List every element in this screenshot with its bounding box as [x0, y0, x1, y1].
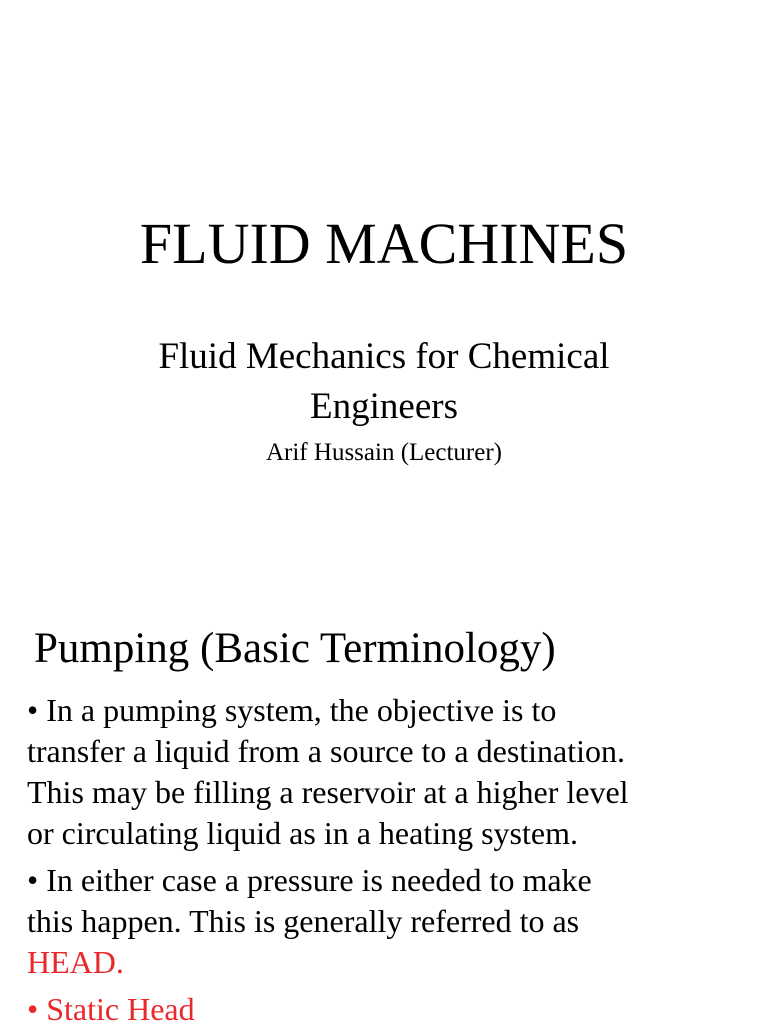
- bullet-item-objective: [27, 690, 757, 854]
- subtitle-line-1: Fluid Mechanics for Chemical: [158, 336, 610, 377]
- bullet-text-line-2: this happen. This is generally referred to as: [27, 903, 580, 939]
- bullet-text-line-1: In either case a pressure is needed to make: [38, 862, 592, 898]
- slide-heading: Pumping (Basic Terminology): [34, 625, 556, 672]
- author-name: Arif Hussain (Lecturer): [265, 439, 502, 466]
- bullet-item-pressure: [27, 860, 757, 983]
- bullet-icon: •: [27, 862, 39, 898]
- bullet-icon: •: [27, 991, 39, 1027]
- bullet-text: Static Head: [38, 991, 195, 1027]
- bullet-text-line-4: or circulating liquid as in a heating system.: [27, 815, 578, 851]
- bullet-text-line-3: This may be filling a reservoir at a higher level: [27, 774, 629, 810]
- head-term-highlight: HEAD.: [27, 944, 124, 980]
- bullet-list: [27, 690, 757, 1036]
- bullet-icon: •: [27, 692, 39, 728]
- content-slide: [0, 576, 768, 1027]
- bullet-text-line-2: transfer a liquid from a source to a destination.: [27, 733, 626, 769]
- slide-title: FLUID MACHINES: [139, 211, 629, 276]
- bullet-text-line-1: In a pumping system, the objective is to: [38, 692, 557, 728]
- slide-subtitle: [0, 332, 768, 432]
- subtitle-line-2: Engineers: [310, 386, 458, 427]
